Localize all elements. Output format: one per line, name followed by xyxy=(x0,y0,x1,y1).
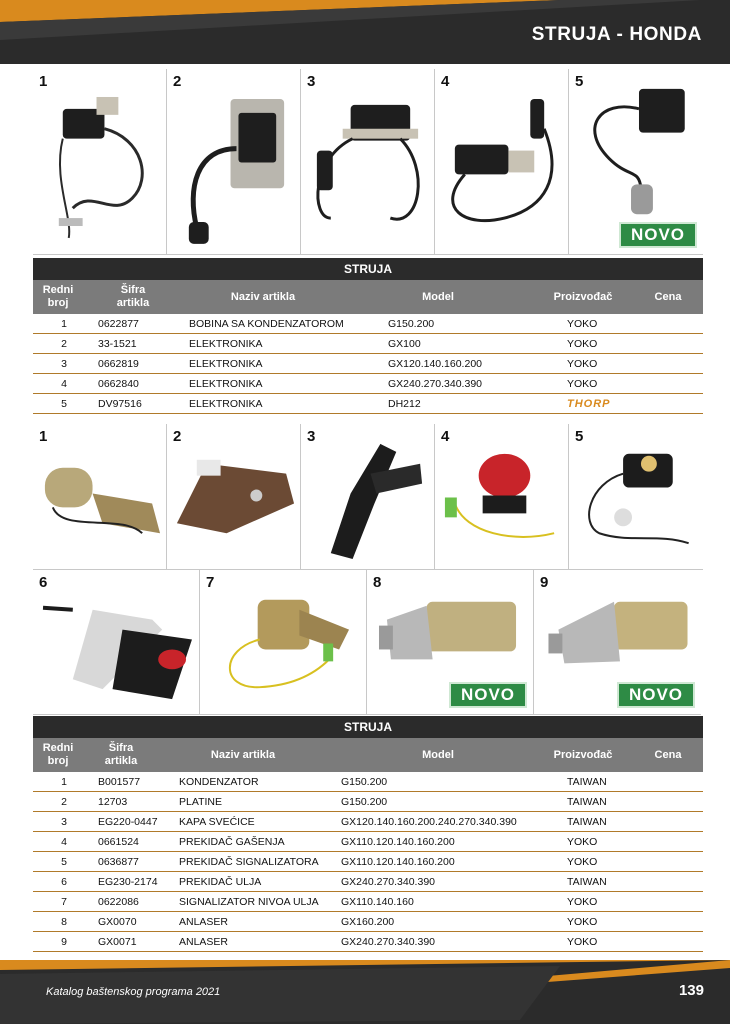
item-number: 4 xyxy=(441,73,450,90)
cell-sifra: 12703 xyxy=(98,796,128,808)
cell-naziv: ELEKTRONIKA xyxy=(189,378,263,390)
table-row xyxy=(33,394,703,414)
cell-model: GX120.140.160.200.240.270.340.390 xyxy=(341,816,517,828)
cell-num: 2 xyxy=(61,796,67,808)
cell-model: GX110.120.140.160.200 xyxy=(341,836,455,848)
product-image-cell[interactable] xyxy=(534,570,701,715)
cell-sifra: EG220-0447 xyxy=(98,816,158,828)
product-image-cell[interactable] xyxy=(167,424,301,570)
cell-naziv: PREKIDAČ ULJA xyxy=(179,876,262,888)
novo-badge: NOVO xyxy=(619,222,697,248)
product-image-cell[interactable] xyxy=(435,69,569,255)
cell-num: 5 xyxy=(61,398,67,410)
table-row xyxy=(33,892,703,912)
item-number: 7 xyxy=(206,574,215,591)
item-number: 2 xyxy=(173,73,182,90)
item-number: 4 xyxy=(441,428,450,445)
product-grid-1 xyxy=(33,69,703,255)
cell-num: 4 xyxy=(61,836,67,848)
product-image-cell[interactable] xyxy=(569,424,703,570)
cell-num: 3 xyxy=(61,358,67,370)
cell-sifra: 0661524 xyxy=(98,836,139,848)
ignition-coil-image xyxy=(33,69,166,254)
catalog-name: Katalog baštenskog programa 2021 xyxy=(46,986,221,998)
col-redni-broj: Redni broj xyxy=(42,284,74,309)
cell-naziv: ANLASER xyxy=(179,936,229,948)
electronic-ignition-image xyxy=(435,69,568,254)
cell-naziv: SIGNALIZATOR NIVOA ULJA xyxy=(179,896,319,908)
cell-num: 1 xyxy=(61,318,67,330)
item-number: 6 xyxy=(39,574,48,591)
cell-model: GX100 xyxy=(388,338,421,350)
cell-sifra: EG230-2174 xyxy=(98,876,158,888)
table-row xyxy=(33,354,703,374)
item-number: 3 xyxy=(307,73,316,90)
cell-proizvodjac: YOKO xyxy=(567,896,598,908)
cell-model: GX240.270.340.390 xyxy=(388,378,482,390)
cell-model: GX160.200 xyxy=(341,916,395,928)
table-header xyxy=(33,738,703,772)
table-row xyxy=(33,314,703,334)
item-number: 9 xyxy=(540,574,549,591)
col-cena: Cena xyxy=(654,290,682,303)
col-redni-broj: Redni broj xyxy=(42,742,74,767)
stop-switch-image xyxy=(435,424,568,569)
thorp-brand-logo: THORP xyxy=(567,398,611,410)
cell-num: 5 xyxy=(61,856,67,868)
novo-badge: NOVO xyxy=(617,682,695,708)
cell-proizvodjac: YOKO xyxy=(567,836,598,848)
col-model: Model xyxy=(422,748,454,761)
cell-naziv: KONDENZATOR xyxy=(179,776,259,788)
col-proizvodjac: Proizvođač xyxy=(553,290,613,303)
cell-model: GX110.140.160 xyxy=(341,896,414,908)
cell-naziv: PREKIDAČ GAŠENJA xyxy=(179,836,285,848)
col-sifra-artikla: Šifra artikla xyxy=(116,284,150,309)
page-footer xyxy=(0,960,730,1024)
item-number: 1 xyxy=(39,73,48,90)
cell-naziv: ELEKTRONIKA xyxy=(189,338,263,350)
novo-badge: NOVO xyxy=(449,682,527,708)
product-image-cell[interactable] xyxy=(301,69,435,255)
cell-model: G150.200 xyxy=(341,796,388,808)
cell-naziv: ANLASER xyxy=(179,916,229,928)
cell-proizvodjac: YOKO xyxy=(567,378,598,390)
cell-naziv: PLATINE xyxy=(179,796,222,808)
cell-model: GX120.140.160.200 xyxy=(388,358,482,370)
cell-naziv: PREKIDAČ SIGNALIZATORA xyxy=(179,856,319,868)
cell-proizvodjac: TAIWAN xyxy=(567,796,607,808)
signal-switch-image xyxy=(569,424,703,569)
table-row xyxy=(33,812,703,832)
table-title: STRUJA xyxy=(33,716,703,738)
product-image-cell[interactable] xyxy=(33,570,200,715)
col-naziv-artikla: Naziv artikla xyxy=(210,748,276,761)
cell-proizvodjac: YOKO xyxy=(567,338,598,350)
product-grid-3 xyxy=(33,570,703,715)
cell-naziv: BOBINA SA KONDENZATOROM xyxy=(189,318,344,330)
cell-num: 7 xyxy=(61,896,67,908)
cell-naziv: KAPA SVEĆICE xyxy=(179,816,255,828)
cell-proizvodjac: TAIWAN xyxy=(567,816,607,828)
item-number: 2 xyxy=(173,428,182,445)
product-image-cell[interactable] xyxy=(301,424,435,570)
oil-level-sensor-image xyxy=(200,570,366,714)
product-grid-2 xyxy=(33,424,703,570)
item-number: 5 xyxy=(575,428,584,445)
table-row xyxy=(33,334,703,354)
cell-sifra: 0636877 xyxy=(98,856,139,868)
product-image-cell[interactable] xyxy=(569,69,703,255)
table-header xyxy=(33,280,703,314)
cell-sifra: DV97516 xyxy=(98,398,142,410)
cell-num: 2 xyxy=(61,338,67,350)
table-row xyxy=(33,772,703,792)
breaker-points-image xyxy=(167,424,300,569)
table-row xyxy=(33,912,703,932)
cell-num: 9 xyxy=(61,936,67,948)
cell-proizvodjac: YOKO xyxy=(567,318,598,330)
product-image-cell[interactable] xyxy=(367,570,534,715)
cell-naziv: ELEKTRONIKA xyxy=(189,398,263,410)
cell-proizvodjac: YOKO xyxy=(567,936,598,948)
table-row xyxy=(33,852,703,872)
cell-sifra: 0622086 xyxy=(98,896,139,908)
cell-proizvodjac: TAIWAN xyxy=(567,876,607,888)
table-row xyxy=(33,872,703,892)
cell-sifra: GX0071 xyxy=(98,936,137,948)
item-number: 3 xyxy=(307,428,316,445)
cell-sifra: GX0070 xyxy=(98,916,137,928)
cell-num: 4 xyxy=(61,378,67,390)
products-table-2 xyxy=(33,716,703,952)
product-image-cell[interactable] xyxy=(33,424,167,570)
product-image-cell[interactable] xyxy=(33,69,167,255)
col-naziv-artikla: Naziv artikla xyxy=(230,290,296,303)
cell-sifra: 0622877 xyxy=(98,318,139,330)
electronic-ignition-image xyxy=(301,69,434,254)
page-title: STRUJA - HONDA xyxy=(531,24,702,45)
cell-proizvodjac: YOKO xyxy=(567,856,598,868)
page-number: 139 xyxy=(678,982,704,999)
col-proizvodjac: Proizvođač xyxy=(553,748,613,761)
cell-sifra: 0662819 xyxy=(98,358,139,370)
cell-proizvodjac: YOKO xyxy=(567,916,598,928)
col-model: Model xyxy=(422,290,454,303)
item-number: 5 xyxy=(575,73,584,90)
table-row xyxy=(33,932,703,952)
cell-num: 1 xyxy=(61,776,67,788)
table-row xyxy=(33,832,703,852)
page-header xyxy=(0,0,730,64)
product-image-cell[interactable] xyxy=(167,69,301,255)
product-image-cell[interactable] xyxy=(200,570,367,715)
cell-proizvodjac: TAIWAN xyxy=(567,776,607,788)
cell-model: GX110.120.140.160.200 xyxy=(341,856,455,868)
cell-model: GX240.270.340.390 xyxy=(341,876,435,888)
table-row xyxy=(33,374,703,394)
condenser-image xyxy=(33,424,166,569)
cell-sifra: 33-1521 xyxy=(98,338,137,350)
electronic-ignition-image xyxy=(167,69,300,254)
cell-proizvodjac: YOKO xyxy=(567,358,598,370)
cell-num: 8 xyxy=(61,916,67,928)
cell-model: G150.200 xyxy=(388,318,435,330)
cell-num: 3 xyxy=(61,816,67,828)
cell-naziv: ELEKTRONIKA xyxy=(189,358,263,370)
cell-model: GX240.270.340.390 xyxy=(341,936,435,948)
col-cena: Cena xyxy=(654,748,682,761)
product-image-cell[interactable] xyxy=(435,424,569,570)
cell-sifra: 0662840 xyxy=(98,378,139,390)
cell-sifra: B001577 xyxy=(98,776,141,788)
cell-num: 6 xyxy=(61,876,67,888)
cell-model: G150.200 xyxy=(341,776,388,788)
item-number: 8 xyxy=(373,574,382,591)
table-row xyxy=(33,792,703,812)
item-number: 1 xyxy=(39,428,48,445)
table-title: STRUJA xyxy=(33,258,703,280)
cell-model: DH212 xyxy=(388,398,421,410)
oil-switch-image xyxy=(33,570,199,714)
spark-plug-cap-image xyxy=(301,424,434,569)
products-table-1 xyxy=(33,258,703,414)
col-sifra-artikla: Šifra artikla xyxy=(104,742,138,767)
